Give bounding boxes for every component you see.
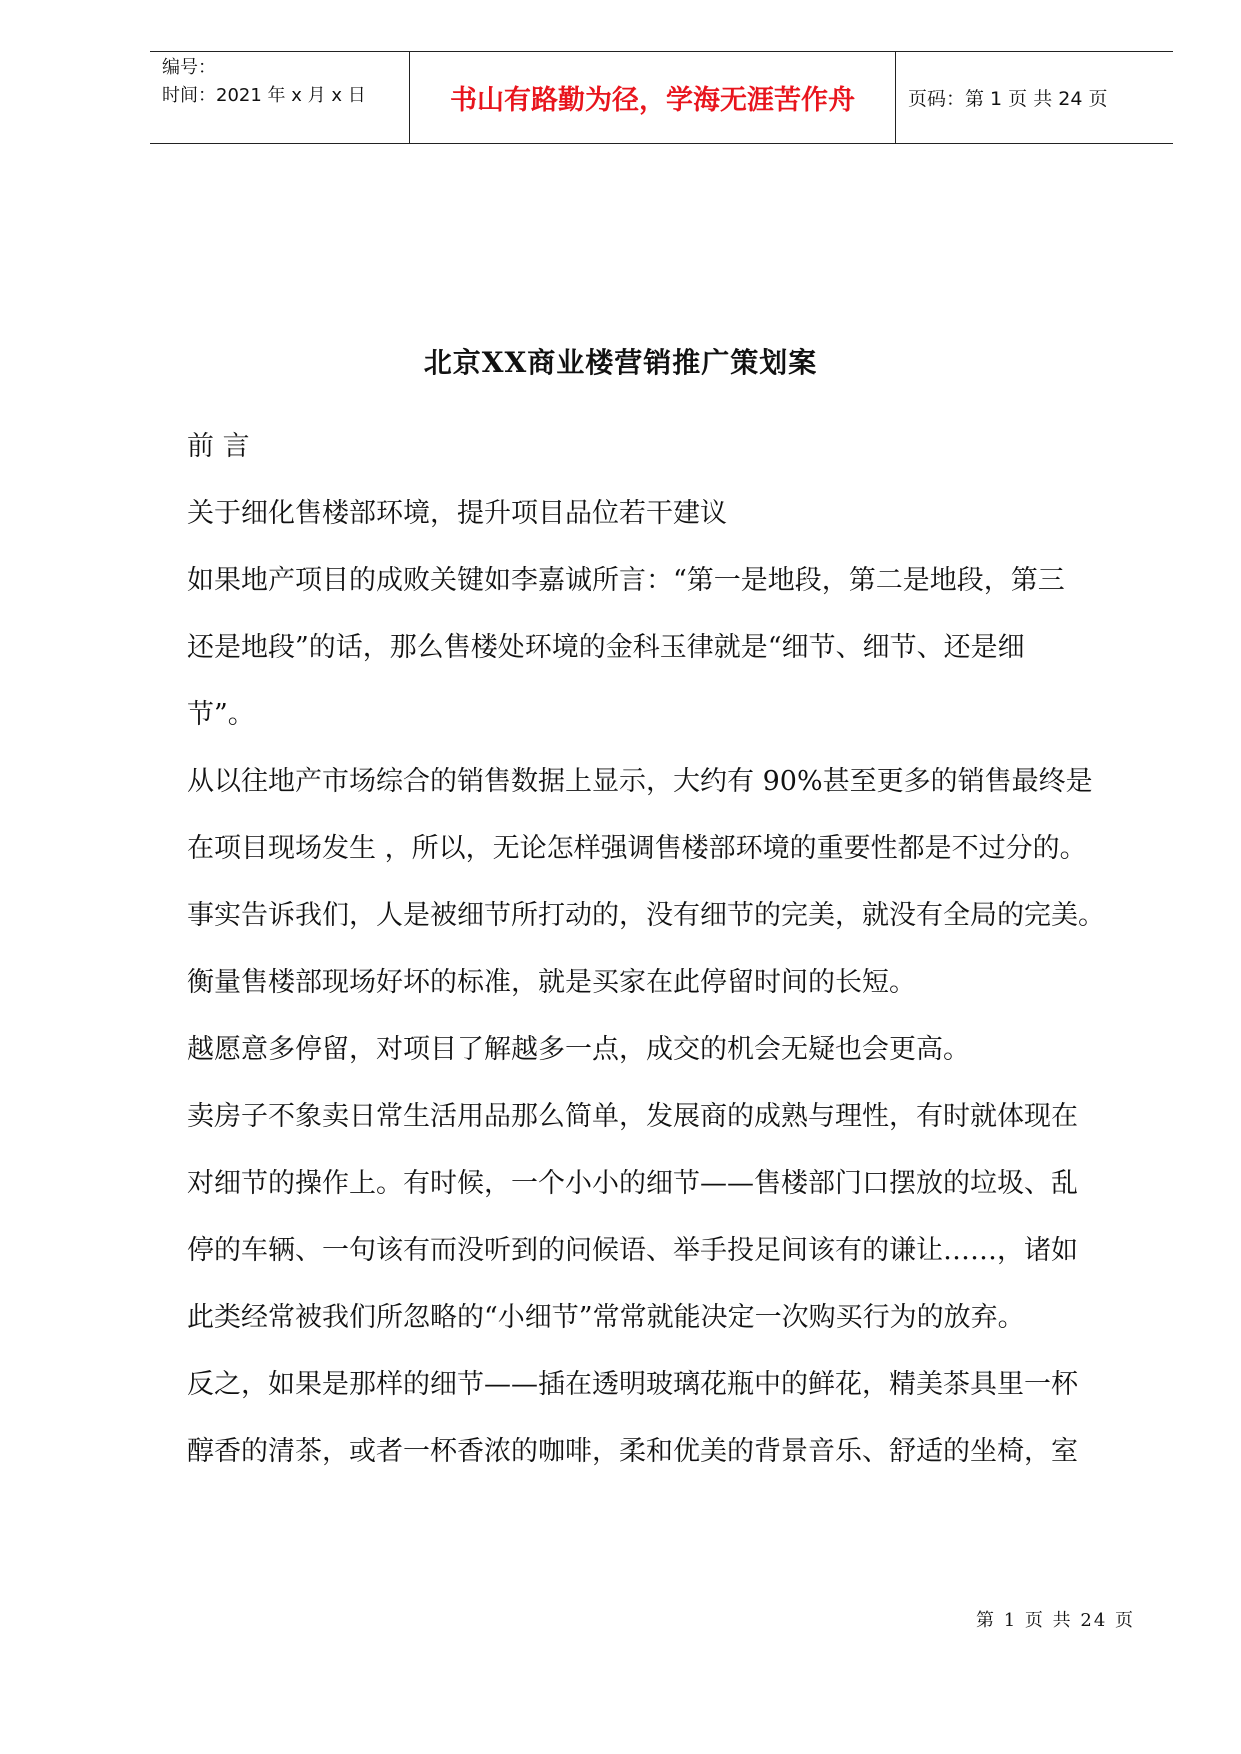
header-page-cell — [896, 52, 1173, 143]
page-header — [150, 51, 1173, 144]
body-line: 在项目现场发生 ，所以，无论怎样强调售楼部环境的重要性都是不过分的。 — [187, 833, 1087, 864]
body-line: 醇香的清茶，或者一杯香浓的咖啡，柔和优美的背景音乐、舒适的坐椅，室 — [187, 1436, 1078, 1467]
body-line: 此类经常被我们所忽略的“小细节”常常就能决定一次购买行为的放弃。 — [187, 1302, 1025, 1333]
body-line: 还是地段”的话，那么售楼处环境的金科玉律就是“细节、细节、还是细 — [187, 632, 1025, 663]
body-line: 如果地产项目的成败关键如李嘉诚所言：“第一是地段，第二是地段，第三 — [187, 565, 1065, 596]
header-meta — [150, 52, 410, 143]
page-footer-number: 第 1 页 共 24 页 — [976, 1610, 1135, 1631]
body-line: 节”。 — [187, 699, 255, 730]
body-line: 对细节的操作上。有时候，一个小小的细节——售楼部门口摆放的垃圾、乱 — [187, 1168, 1078, 1199]
body-line: 越愿意多停留，对项目了解越多一点，成交的机会无疑也会更高。 — [187, 1034, 970, 1065]
document-body — [187, 413, 1187, 1485]
body-line: 反之，如果是那样的细节——插在透明玻璃花瓶中的鲜花，精美茶具里一杯 — [187, 1369, 1078, 1400]
body-line: 从以往地产市场综合的销售数据上显示，大约有 90%甚至更多的销售最终是 — [187, 766, 1093, 797]
header-page-label: 页码：第 1 页 共 24 页 — [908, 88, 1108, 110]
body-line: 停的车辆、一句该有而没听到的问候语、举手投足间该有的谦让……，诸如 — [187, 1235, 1078, 1266]
body-line: 关于细化售楼部环境，提升项目品位若干建议 — [187, 498, 727, 529]
body-line: 衡量售楼部现场好坏的标准，就是买家在此停留时间的长短。 — [187, 967, 916, 998]
header-number-label: 编号： — [162, 57, 216, 78]
header-motto: 书山有路勤为径，学海无涯苦作舟 — [450, 85, 855, 116]
document-title: 北京XX商业楼营销推广策划案 — [423, 346, 818, 379]
body-line: 卖房子不象卖日常生活用品那么简单，发展商的成熟与理性，有时就体现在 — [187, 1101, 1078, 1132]
section-heading-preface: 前 言 — [187, 431, 250, 462]
header-time-label: 时间：2021 年 x 月 x 日 — [162, 85, 366, 106]
body-line: 事实告诉我们，人是被细节所打动的，没有细节的完美，就没有全局的完美。 — [187, 900, 1105, 931]
header-motto-cell — [410, 52, 896, 143]
